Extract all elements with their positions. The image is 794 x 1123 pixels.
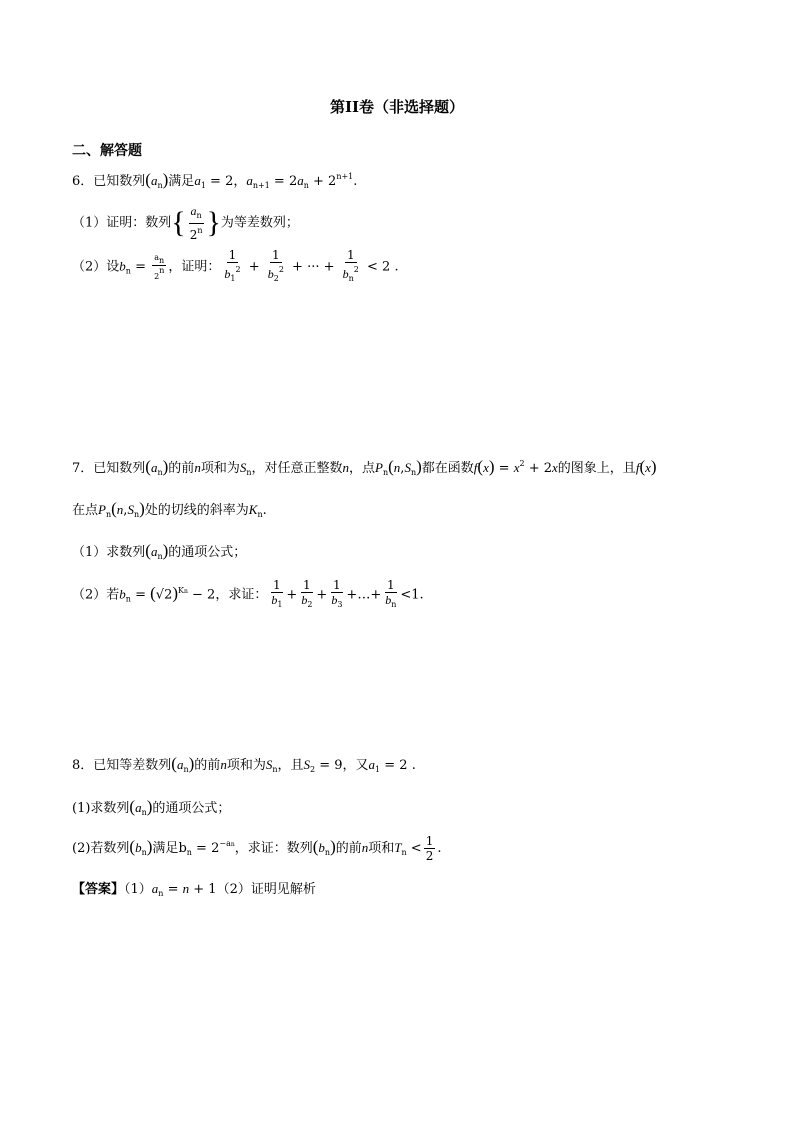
q6-part2: （2）设$b_n$ = $\frac{an}{2n}$ ，证明： $\frac{1}{b_1^2}$ + $\frac{1}{b_2^2}$ + ··· + $\frac{1}{b_n^2}$ < 2 . [72, 248, 399, 283]
q8-part1: (1)求数列$(a_n)$的通项公式； [72, 797, 231, 817]
q7-part2: （2）若$b_n = (√2)^{Kn} - 2$，求证： $\frac{1}{b_1}$ + $\frac{1}{b_2}$ + $\frac{1}{b_3}$ +…+ $\frac{1}{b_n}$ <1. [72, 578, 424, 609]
q6-intro: 6．已知数列$(a_n)$满足$a_1 = 2$，$a_{n+1} = 2a_n + 2^{n+1}$. [72, 170, 358, 190]
q7-intro-line2: 在点$P_n(n,S_n)$处的切线的斜率为$K_n$. [72, 499, 267, 519]
q6-part1: （1）证明：数列{ $\frac{a_n}{2^n}$ }为等差数列； [72, 204, 299, 242]
q7-intro-line1: 7．已知数列$(a_n)$的前n项和为$S_n$，对任意正整数n，点$P_n(n,S_n)$都在函数$f(x) = x^2 + 2x$的图象上，且f(x) [72, 457, 657, 477]
q8-part2: (2)若数列$(b_n)$满足$b_n = 2^{-an}$，求证：数列$(b_n)$的前n项和$T_n$ < $\frac{1}{2}$ . [72, 834, 442, 863]
q8-intro: 8．已知等差数列$(a_n)$的前n项和为$S_n$，且$S_2 = 9$，又$a_1 = 2$ . [72, 754, 416, 774]
section-heading: 二、解答题 [72, 143, 142, 159]
q7-part1: （1）求数列$(a_n)$的通项公式； [72, 541, 247, 561]
q8-answer: 【答案】$(1)a_n = n + 1(2)$证明见解析 [72, 881, 316, 898]
page-title: 第II卷（非选择题） [329, 98, 465, 116]
